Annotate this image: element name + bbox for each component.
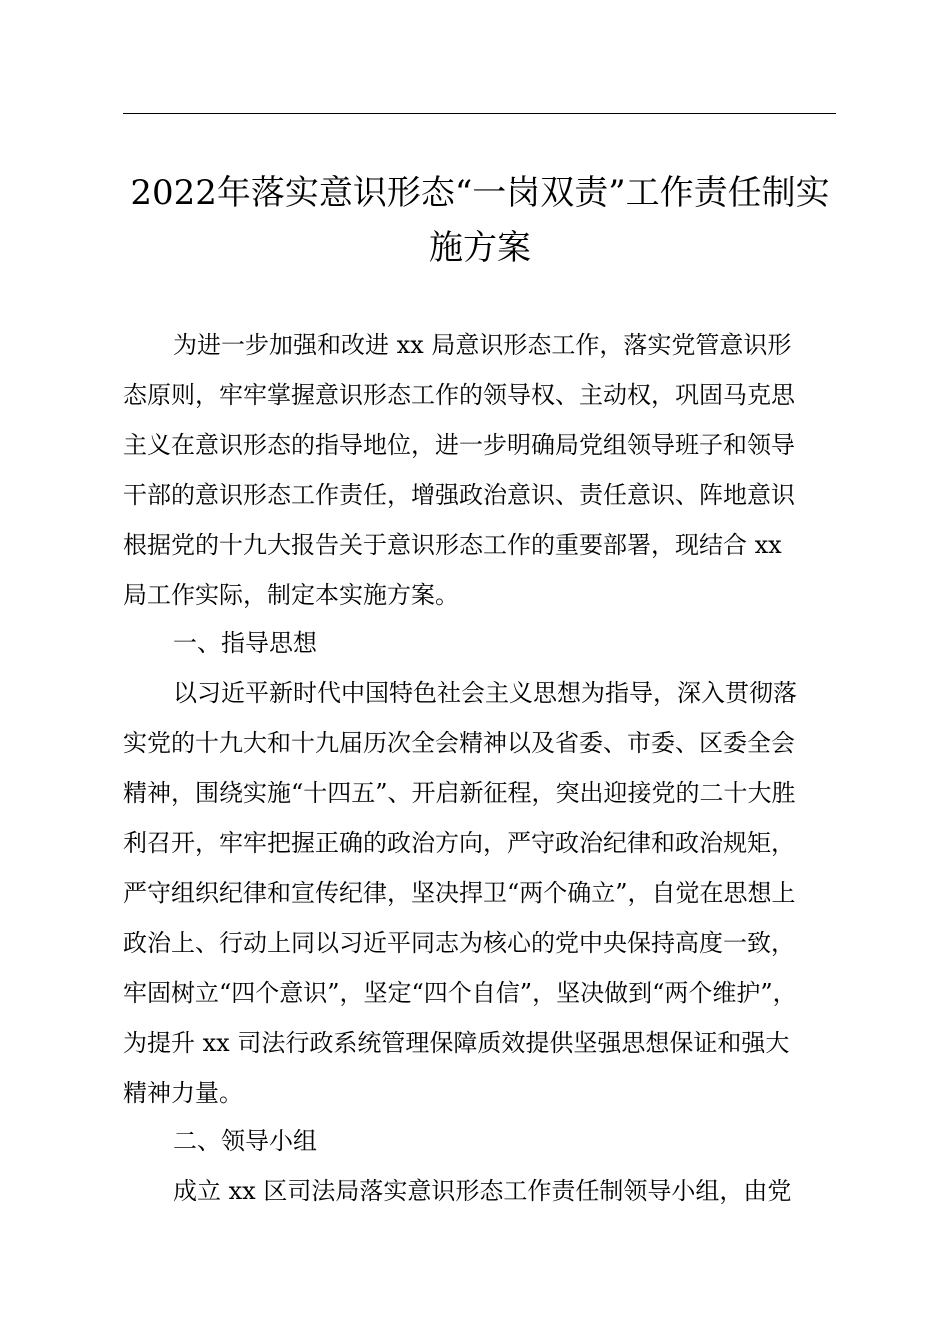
heading-text: 二、领导小组 <box>173 1127 317 1155</box>
intro-paragraph <box>123 320 836 620</box>
text-line: 成立 xx 区司法局落实意识形态工作责任制领导小组，由党 <box>173 1177 792 1205</box>
text-line: 精神力量。 <box>123 1079 243 1107</box>
text-line: 为进一步加强和改进 xx 局意识形态工作，落实党管意识形 <box>173 331 792 359</box>
text-line: 干部的意识形态工作责任，增强政治意识、责任意识、阵地意识 <box>123 481 795 509</box>
document-title <box>115 166 845 276</box>
heading-text: 一、指导思想 <box>173 629 317 657</box>
text-line: 局工作实际，制定本实施方案。 <box>123 581 459 609</box>
header-rule <box>123 113 836 114</box>
text-line: 态原则，牢牢掌握意识形态工作的领导权、主动权，巩固马克思 <box>123 381 795 409</box>
title-line: 施方案 <box>429 228 531 268</box>
text-line: 根据党的十九大报告关于意识形态工作的重要部署，现结合 xx <box>123 531 782 559</box>
text-line: 为提升 xx 司法行政系统管理保障质效提供坚强思想保证和强大 <box>123 1029 790 1057</box>
text-line: 实党的十九大和十九届历次全会精神以及省委、市委、区委全会 <box>123 729 795 757</box>
guiding-ideology-paragraph <box>123 668 836 1118</box>
text-line: 政治上、行动上同以习近平同志为核心的党中央保持高度一致， <box>123 929 795 957</box>
text-line: 精神，围绕实施“十四五”、开启新征程，突出迎接党的二十大胜 <box>123 779 796 807</box>
text-line: 利召开，牢牢把握正确的政治方向，严守政治纪律和政治规矩， <box>123 829 795 857</box>
text-line: 严守组织纪律和宣传纪律，坚决捍卫“两个确立”，自觉在思想上 <box>123 879 796 907</box>
text-line: 以习近平新时代中国特色社会主义思想为指导，深入贯彻落 <box>173 679 797 707</box>
section-heading-guiding-ideology <box>123 618 836 668</box>
text-line: 主义在意识形态的指导地位，进一步明确局党组领导班子和领导 <box>123 431 795 459</box>
section-heading-leading-group <box>123 1116 836 1166</box>
text-line: 牢固树立“四个意识”，坚定“四个自信”，坚决做到“两个维护”， <box>123 979 797 1007</box>
leading-group-paragraph <box>123 1166 836 1216</box>
title-line: 2022年落实意识形态“一岗双责”工作责任制实 <box>130 173 830 213</box>
